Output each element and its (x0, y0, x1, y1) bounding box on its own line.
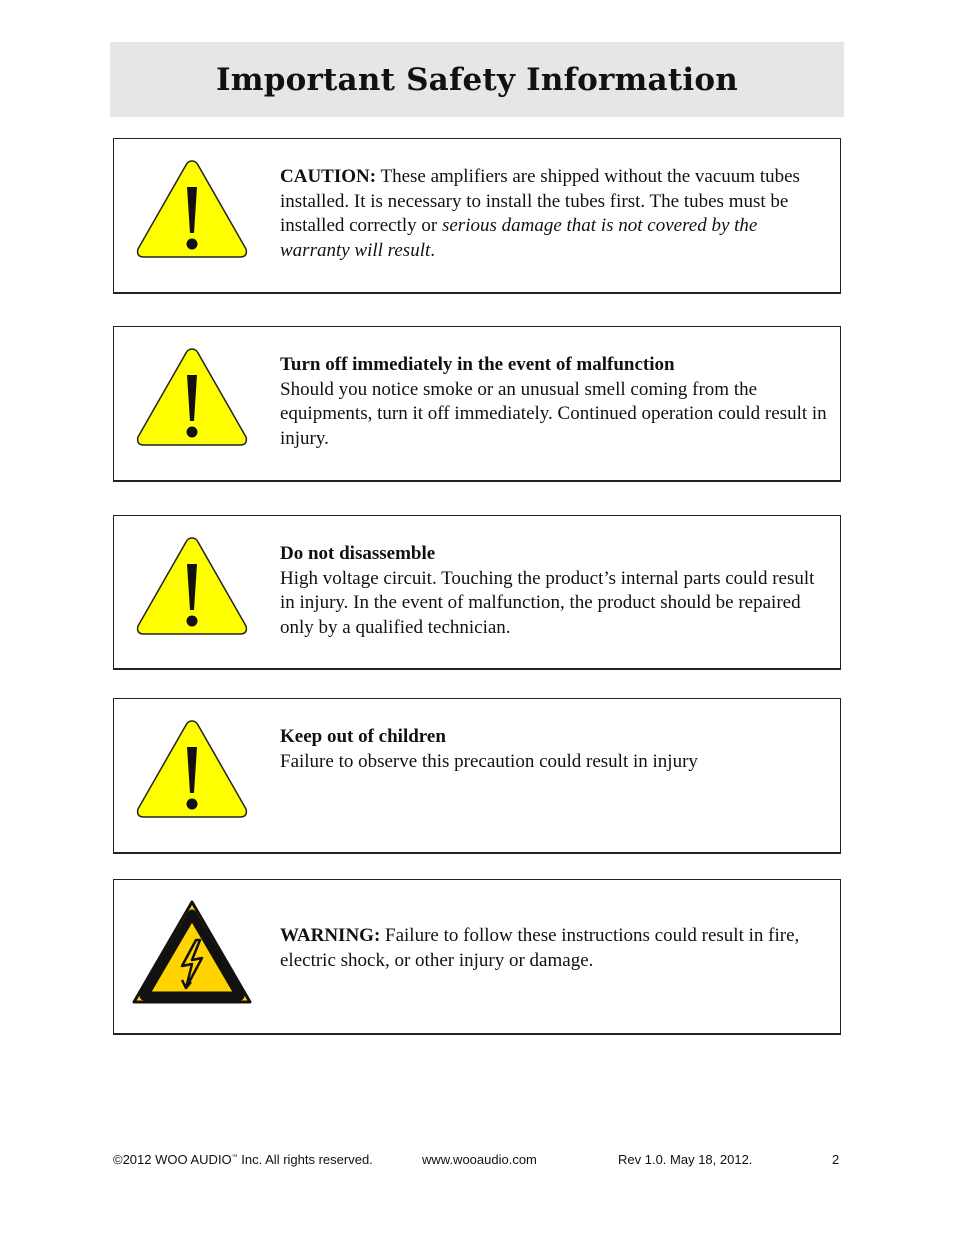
notice-body-end: . (430, 239, 436, 261)
children-notice-box (113, 698, 841, 854)
notice-body: These amplifiers are shipped without the vacuum tubes installed. It is necessary to install the tubes first. The tubes must be installed correctly or (280, 166, 800, 236)
footer-website-link[interactable]: www.wooaudio.com (422, 1152, 537, 1167)
caution-triangle-icon (132, 713, 252, 825)
notice-heading: Do not disassemble (280, 543, 436, 564)
footer-revision: Rev 1.0. May 18, 2012. (618, 1152, 753, 1167)
trademark-symbol: ™ (231, 1154, 238, 1161)
caution-triangle-icon (132, 530, 252, 642)
copyright-text: ©2012 WOO AUDIO (113, 1152, 232, 1167)
title-banner (110, 42, 844, 117)
page-footer (113, 1150, 841, 1172)
warning-notice-text (280, 924, 828, 973)
notice-body: Should you notice smoke or an unusual smell coming from the equipments, turn it off immediately. Continued operation could result in injury. (280, 378, 827, 449)
footer-copyright (113, 1152, 373, 1167)
notice-heading: Turn off immediately in the event of malfunction (280, 354, 675, 375)
caution-triangle-icon (132, 153, 252, 265)
caution-notice-text (280, 165, 828, 263)
notice-emphasis: serious damage that is not covered by the warranty will result (280, 215, 758, 261)
high-voltage-triangle-icon (130, 898, 254, 1006)
page-number: 2 (832, 1152, 840, 1167)
warning-notice-box (113, 879, 841, 1035)
rights-text: Inc. All rights reserved. (237, 1152, 373, 1167)
notice-body: Failure to observe this precaution could result in injury (280, 750, 698, 772)
notice-body: Failure to follow these instructions could result in fire, electric shock, or other injury or damage. (280, 925, 800, 971)
children-notice-text (280, 725, 828, 774)
notice-heading: WARNING: (280, 925, 381, 946)
caution-triangle-icon (132, 341, 252, 453)
malfunction-notice-text (280, 353, 828, 451)
disassemble-notice-text (280, 542, 828, 640)
page-title: Important Safety Information (216, 61, 738, 98)
notice-body: High voltage circuit. Touching the product’s internal parts could result in injury. In the event of malfunction, the product should be repaired only by a qualified technician. (280, 567, 815, 638)
notice-heading: CAUTION: (280, 166, 377, 187)
notice-heading: Keep out of children (280, 726, 446, 747)
disassemble-notice-box (113, 515, 841, 670)
malfunction-notice-box (113, 326, 841, 482)
caution-notice-box (113, 138, 841, 294)
